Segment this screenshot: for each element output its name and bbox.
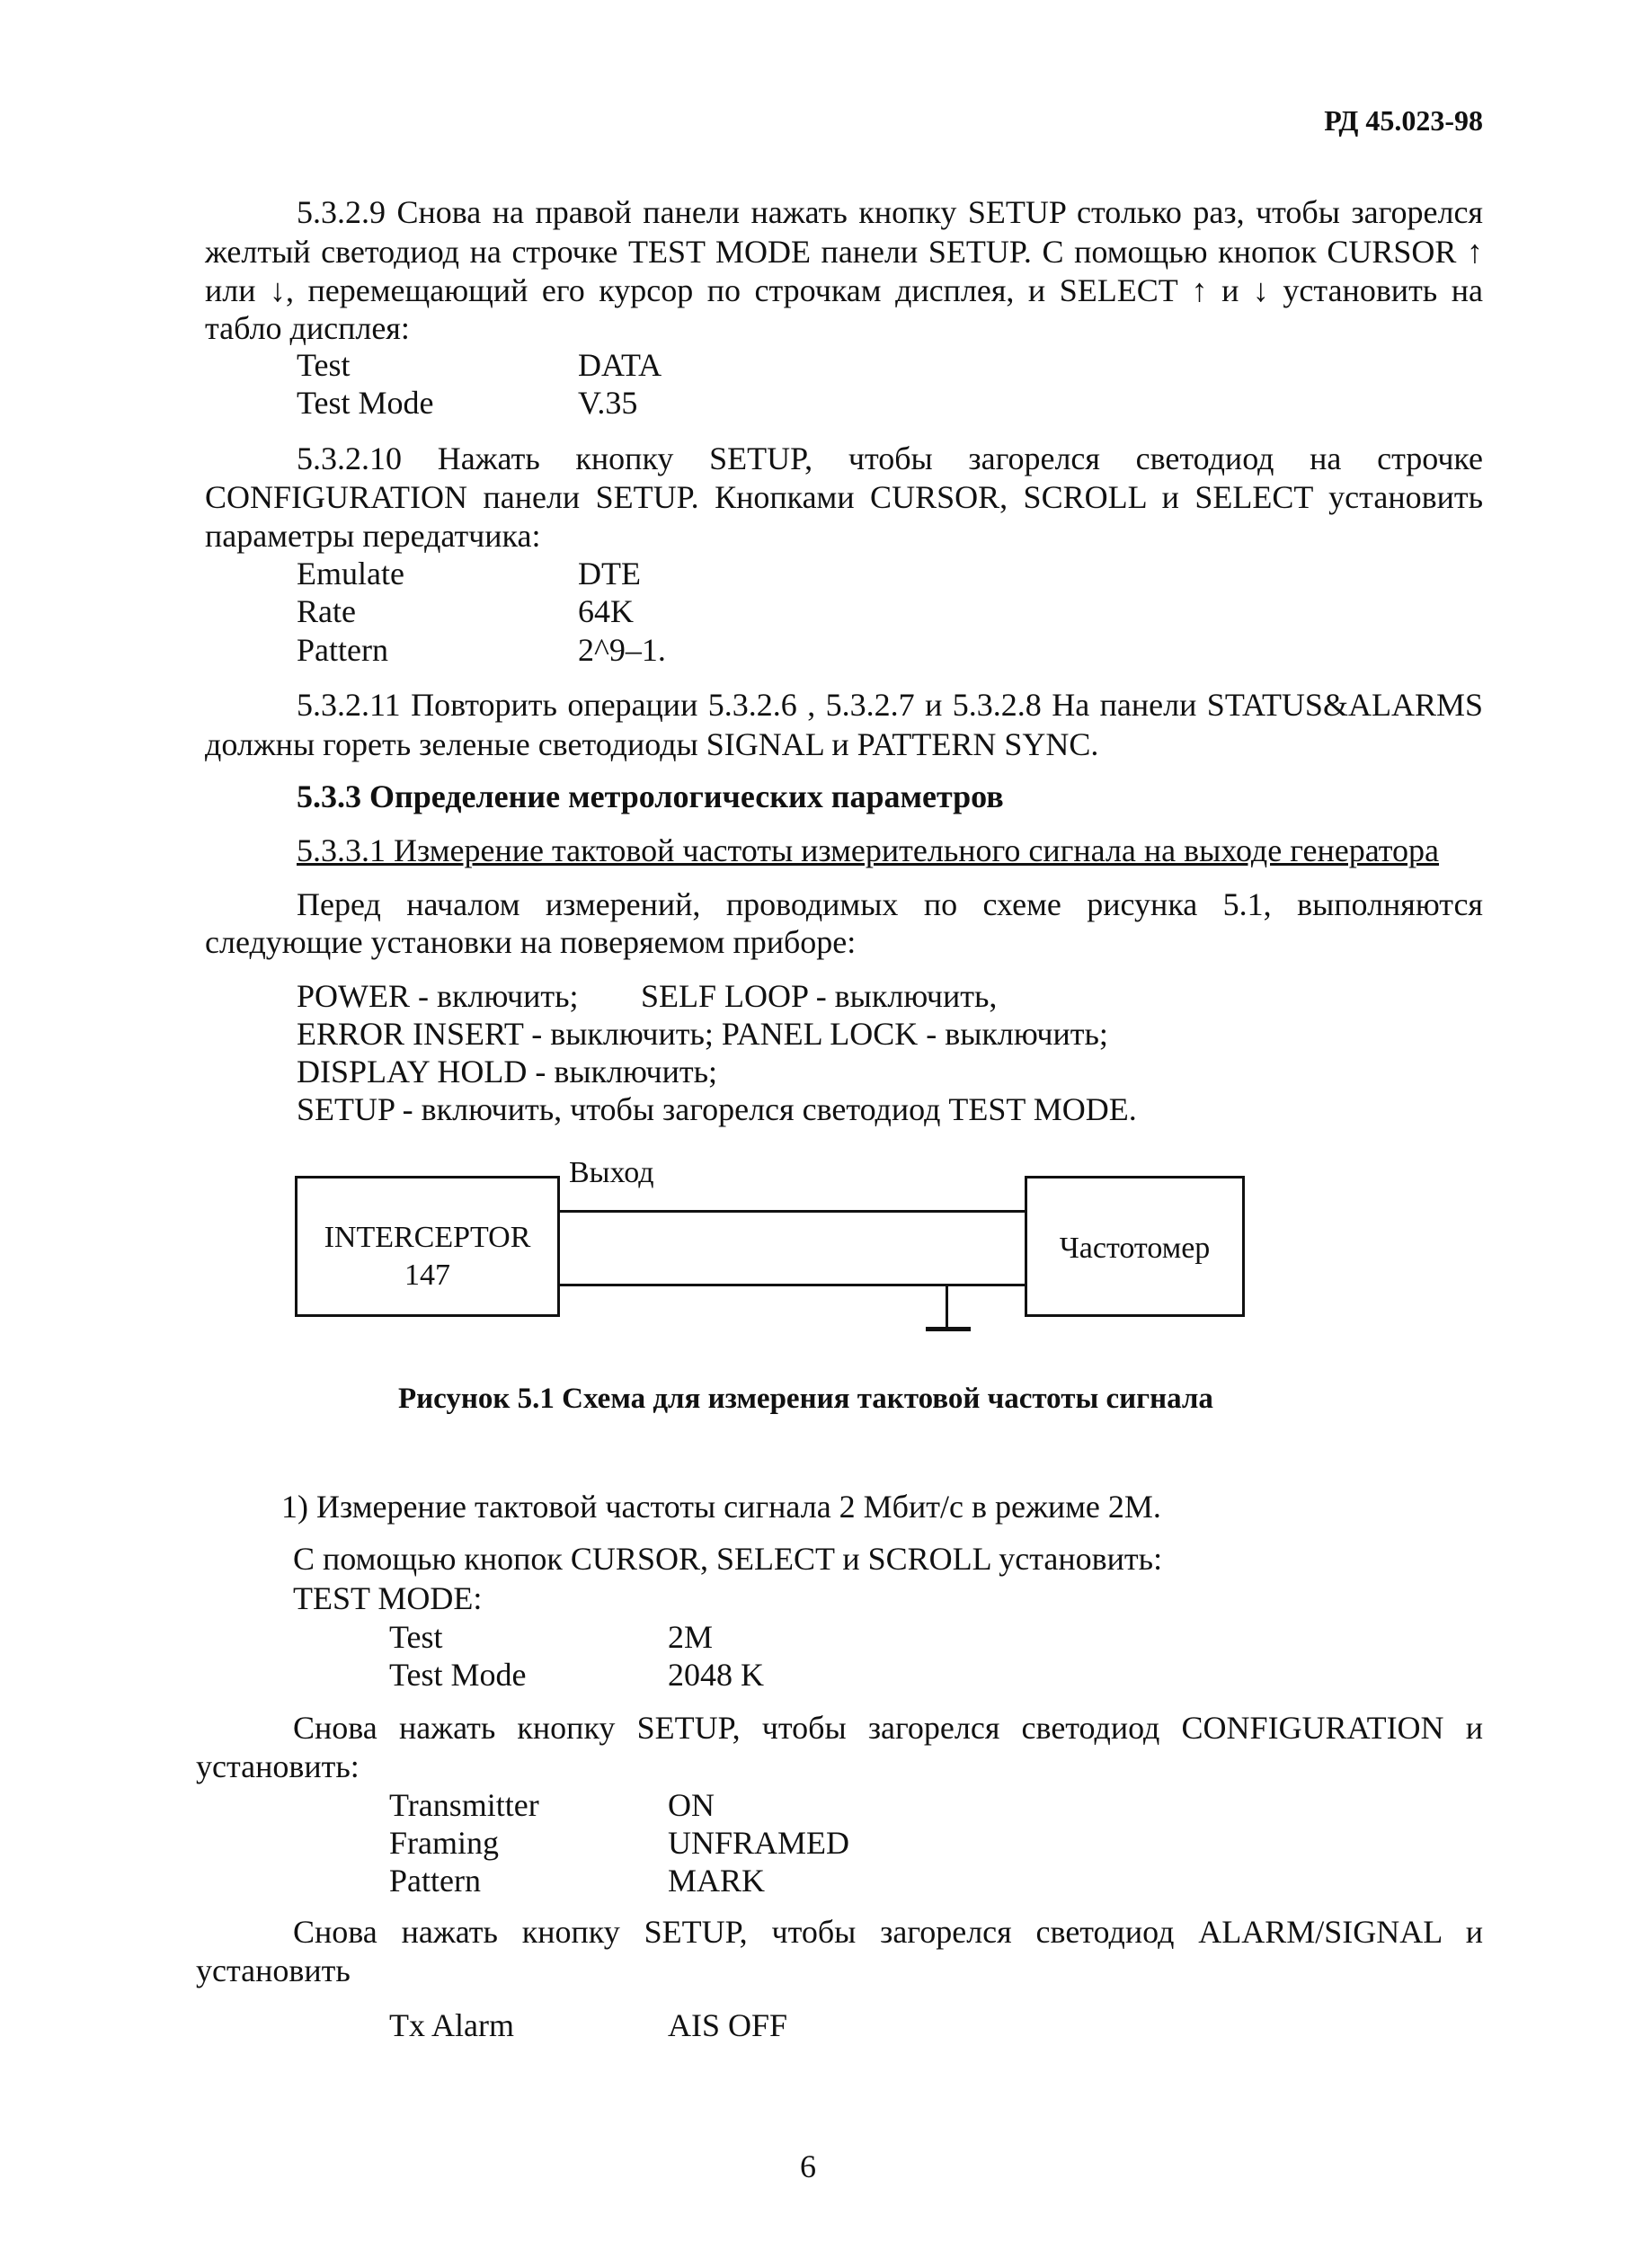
para-53211-line1: 5.3.2.11 Повторить операции 5.3.2.6 , 5.3.2.7 и 5.3.2.8 На панели STATUS&ALARMS (297, 687, 1483, 723)
setting-display-hold: DISPLAY HOLD - выключить; (297, 1054, 718, 1090)
setting-label: Tx Alarm (389, 2007, 514, 2043)
interceptor-model: 147 (404, 1259, 450, 1292)
signal-line-bottom (560, 1284, 1025, 1286)
section-5331-heading: 5.3.3.1 Измерение тактовой частоты измерительного сигнала на выходе генератора (297, 832, 1440, 868)
setting-value: AIS OFF (668, 2007, 788, 2043)
output-label: Выход (569, 1156, 654, 1189)
para-53210-line1: 5.3.2.10 Нажать кнопку SETUP, чтобы загорелся светодиод на строчке (297, 440, 1483, 476)
alarm-line2: установить (196, 1952, 351, 1988)
figure-caption: Рисунок 5.1 Схема для измерения тактовой частоты сигнала (398, 1383, 1213, 1415)
setting-label: Pattern (297, 632, 388, 668)
frequency-meter-label: Частотомер (1059, 1232, 1211, 1265)
ground-bar (926, 1327, 971, 1331)
setting-error-insert: ERROR INSERT - выключить; PANEL LOCK - выключить; (297, 1016, 1108, 1052)
para-5329-line3: или ↓, перемещающий его курсор по строчкам дисплея, и SELECT ↑ и ↓ установить на (205, 272, 1483, 308)
setting-value: ON (668, 1787, 715, 1823)
setting-label: Test Mode (297, 385, 434, 421)
section-533-heading: 5.3.3 Определение метрологических параметров (297, 778, 1004, 814)
setting-value: MARK (668, 1863, 766, 1899)
config-line1: Снова нажать кнопку SETUP, чтобы загорелся светодиод CONFIGURATION и (293, 1710, 1483, 1746)
setting-self-loop: SELF LOOP - выключить, (641, 978, 998, 1014)
setting-value: V.35 (578, 385, 638, 421)
para-5329-line4: табло дисплея: (205, 310, 410, 346)
alarm-line1: Снова нажать кнопку SETUP, чтобы загорелся светодиод ALARM/SIGNAL и (293, 1914, 1483, 1950)
setting-value: DATA (578, 347, 662, 383)
para-5329-line1: 5.3.2.9 Снова на правой панели нажать кнопку SETUP столько раз, чтобы загорелся (297, 194, 1483, 230)
step1-title: 1) Измерение тактовой частоты сигнала 2 Мбит/с в режиме 2M. (281, 1489, 1161, 1525)
ground-stem (946, 1284, 948, 1329)
setting-label: Framing (389, 1825, 499, 1861)
setting-value: 2^9–1. (578, 632, 666, 668)
setting-label: Rate (297, 593, 356, 629)
para-53210-line3: параметры передатчика: (205, 518, 541, 554)
para-5329-line2: желтый светодиод на строчке TEST MODE панели SETUP. С помощью кнопок CURSOR ↑ (205, 234, 1483, 270)
para-53211-line2: должны гореть зеленые светодиоды SIGNAL и PATTERN SYNC. (205, 726, 1099, 762)
signal-line-top (560, 1210, 1025, 1213)
setting-value: 64K (578, 593, 634, 629)
setting-value: UNFRAMED (668, 1825, 850, 1861)
setting-value: DTE (578, 556, 641, 591)
setting-setup: SETUP - включить, чтобы загорелся светодиод TEST MODE. (297, 1091, 1137, 1127)
setting-label: Emulate (297, 556, 404, 591)
para-5331-line2: следующие установки на поверяемом приборе: (205, 924, 857, 960)
interceptor-label: INTERCEPTOR (324, 1221, 531, 1254)
setting-label: Test Mode (389, 1657, 527, 1693)
para-5331-line1: Перед началом измерений, проводимых по схеме рисунка 5.1, выполняются (297, 886, 1483, 922)
setting-label: Test (297, 347, 351, 383)
page-number: 6 (800, 2148, 816, 2184)
setting-value: 2048 K (668, 1657, 764, 1693)
step1-mode: TEST MODE: (293, 1580, 483, 1616)
setting-power: POWER - включить; (297, 978, 579, 1014)
setting-label: Pattern (389, 1863, 481, 1899)
para-53210-line2: CONFIGURATION панели SETUP. Кнопками CURSOR, SCROLL и SELECT установить (205, 479, 1483, 515)
setting-label: Test (389, 1619, 443, 1655)
document-code: РД 45.023-98 (1324, 104, 1483, 137)
setting-value: 2M (668, 1619, 714, 1655)
config-line2: установить: (196, 1748, 360, 1784)
setting-label: Transmitter (389, 1787, 539, 1823)
step1-intro: С помощью кнопок CURSOR, SELECT и SCROLL установить: (293, 1541, 1163, 1577)
